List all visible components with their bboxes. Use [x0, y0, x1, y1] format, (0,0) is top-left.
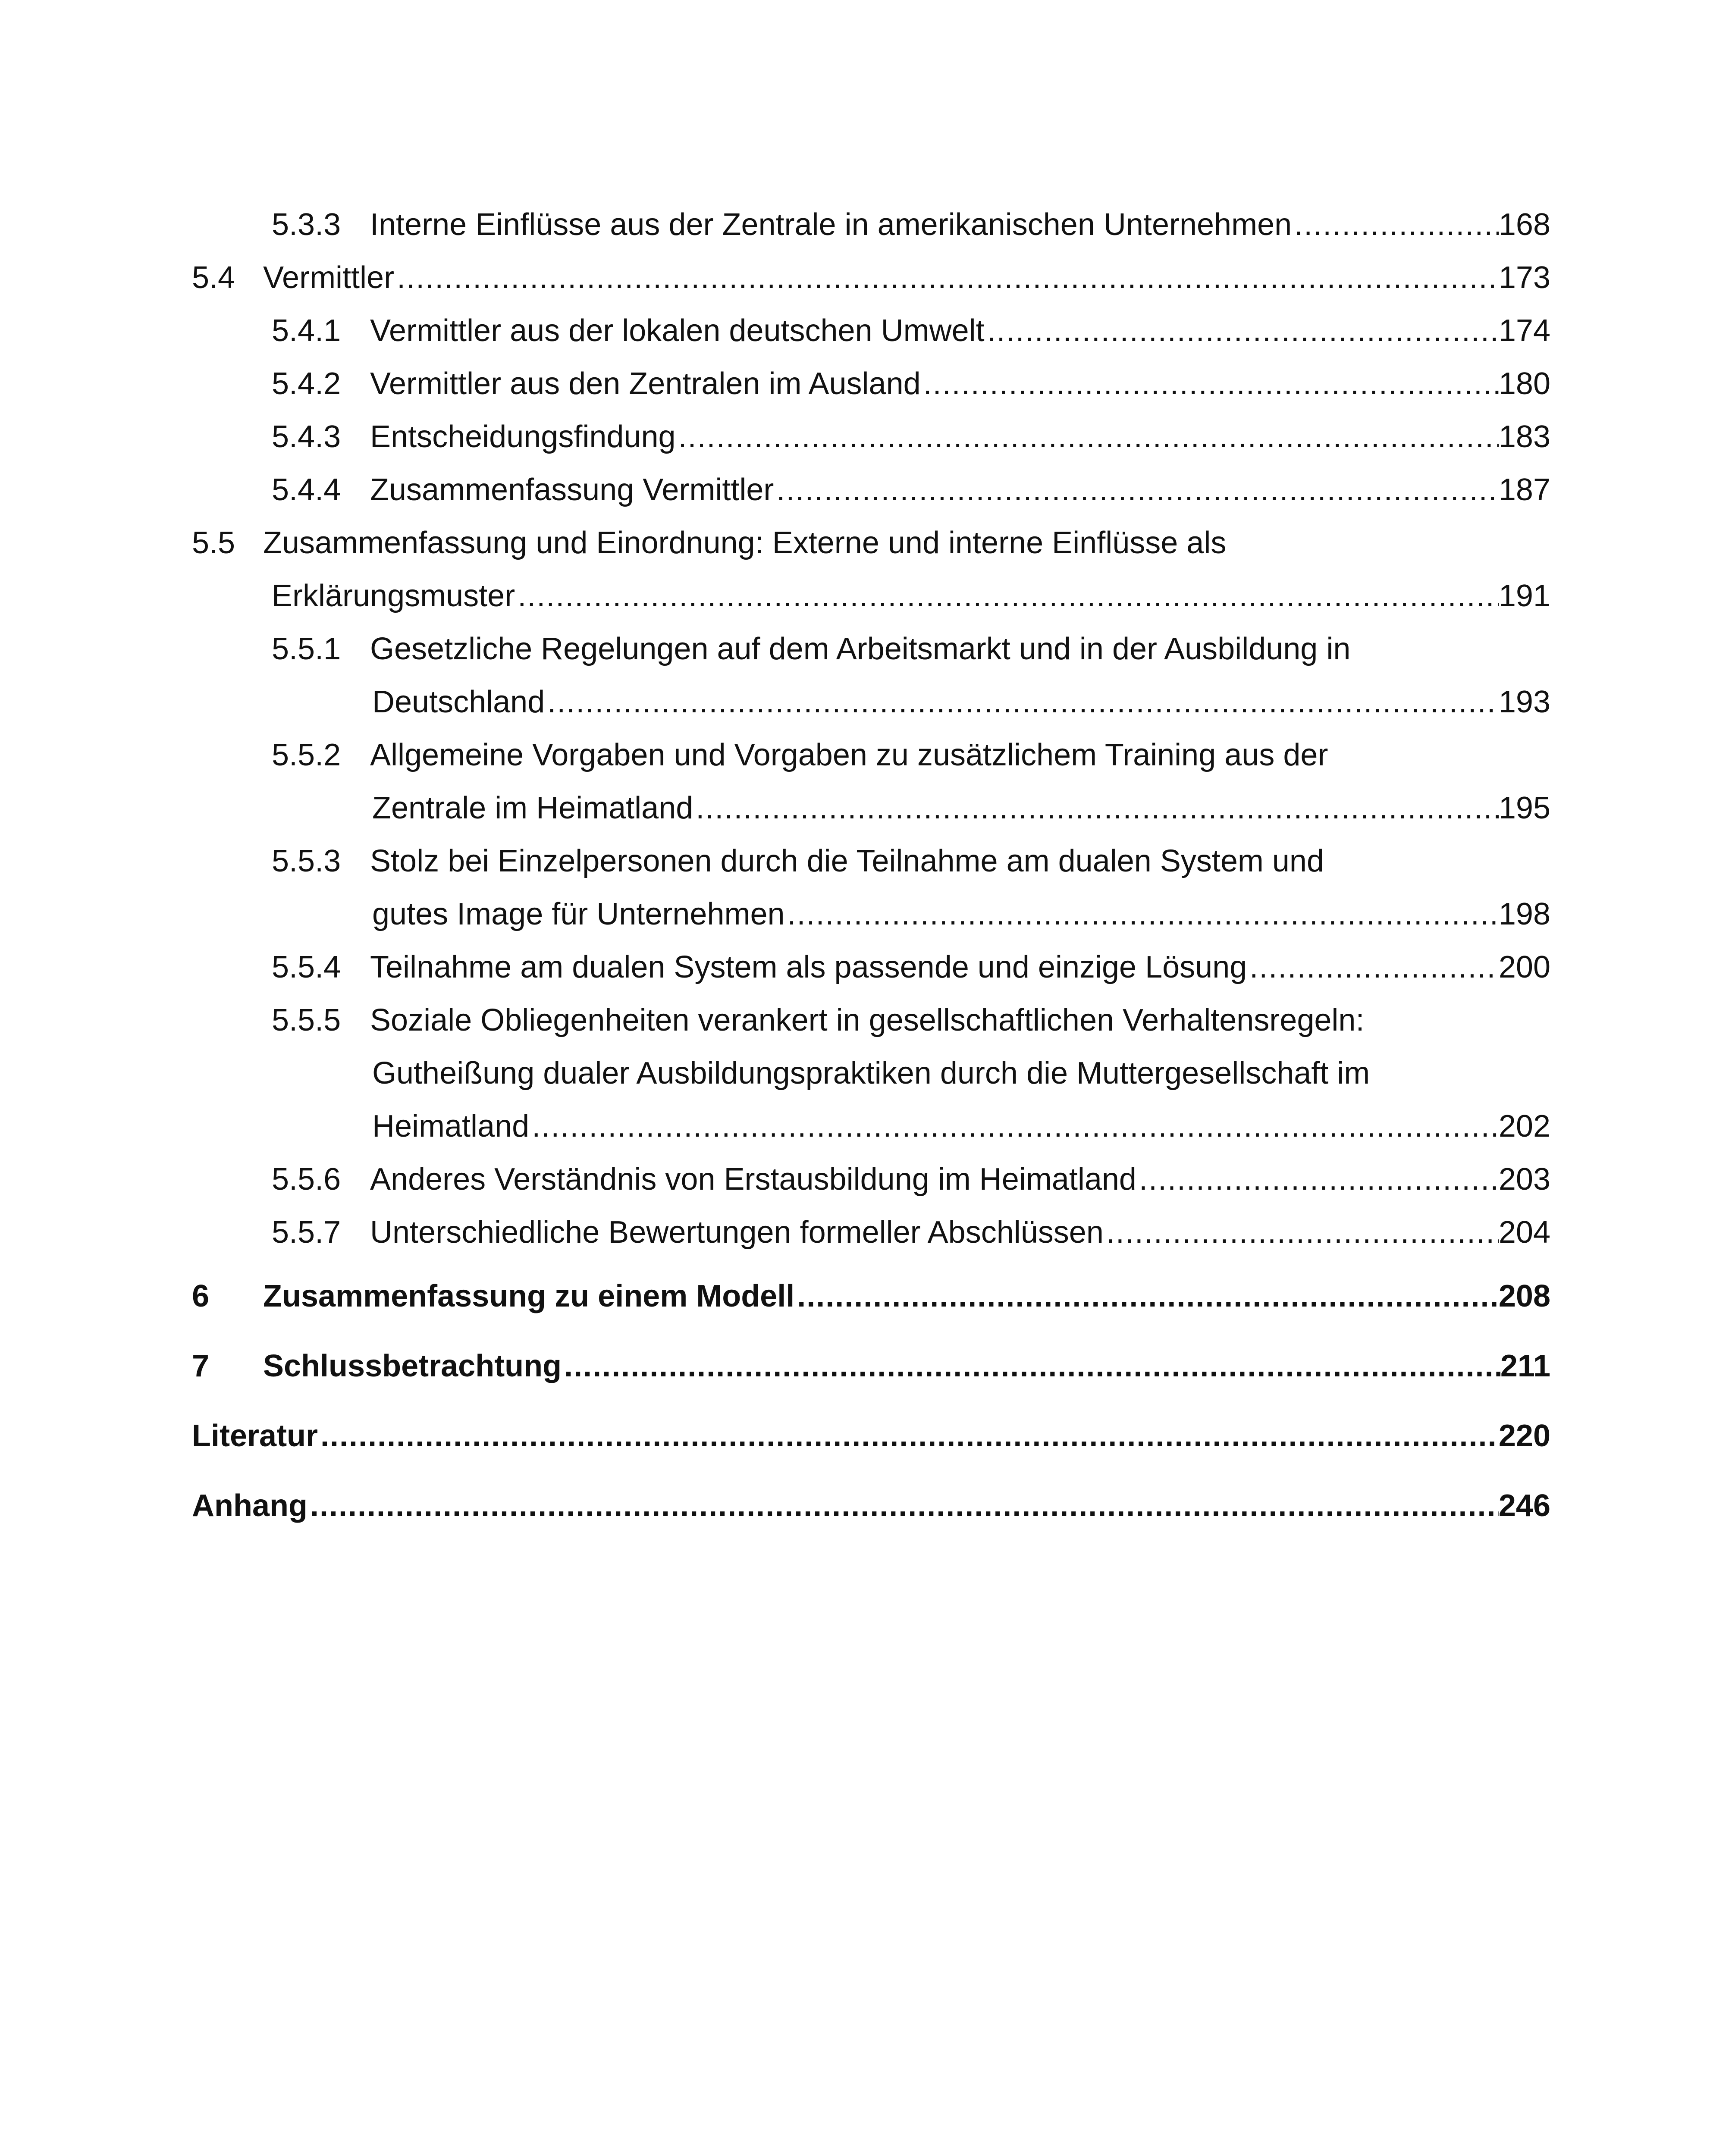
toc-entry-title: Vermittler aus der lokalen deutschen Umwelt — [370, 313, 985, 348]
toc-entry[interactable] — [192, 251, 1550, 304]
toc-entry[interactable] — [192, 1479, 1550, 1532]
toc-entry-title: Deutschland — [372, 685, 545, 719]
toc-entry-line — [192, 570, 1550, 623]
toc-leader-dots — [676, 411, 1499, 464]
toc-entry-number: 5.4.1 — [272, 313, 341, 348]
toc-page-number: 174 — [1498, 313, 1550, 348]
toc-entry[interactable] — [192, 411, 1550, 464]
toc-entry-line-continued — [272, 1047, 1550, 1100]
toc-entry-number: 5.5.7 — [272, 1215, 341, 1250]
toc-entry-title: Allgemeine Vorgaben und Vorgaben zu zusätzlichem Training aus der — [370, 738, 1328, 772]
toc-entry-line-continued — [272, 623, 1550, 676]
toc-entry-number: 5.5.1 — [272, 632, 341, 666]
toc-entry[interactable] — [192, 1206, 1550, 1259]
toc-leader-dots — [1247, 941, 1499, 994]
toc-leader-dots — [318, 1410, 1499, 1462]
toc-entry-line — [272, 1100, 1550, 1153]
toc-page-number: 198 — [1498, 897, 1550, 931]
toc-entry-number: 5.4.2 — [272, 367, 341, 401]
toc-entry-number: 5.4 — [192, 260, 235, 295]
toc-entry[interactable] — [192, 941, 1550, 994]
toc-page-number: 246 — [1498, 1489, 1550, 1523]
toc-entry[interactable] — [192, 835, 1550, 941]
toc-entry-line — [192, 251, 1550, 304]
toc-entry-title: Soziale Obliegenheiten verankert in gesellschaftlichen Verhaltensregeln: — [370, 1003, 1365, 1037]
toc-leader-dots — [562, 1340, 1500, 1392]
toc-entry[interactable] — [192, 198, 1550, 251]
toc-entry-number: 5.5.3 — [272, 844, 341, 878]
toc-entry-title: Entscheidungsfindung — [370, 420, 676, 454]
toc-entry-number: 6 — [192, 1279, 210, 1313]
toc-leader-dots — [545, 676, 1499, 729]
toc-page-number: 193 — [1498, 685, 1550, 719]
toc-entry-title: Stolz bei Einzelpersonen durch die Teilnahme am dualen System und — [370, 844, 1324, 878]
toc-entry-title: Zentrale im Heimatland — [372, 791, 693, 825]
toc-entry-line — [192, 1479, 1550, 1532]
toc-page-number: 200 — [1498, 950, 1550, 984]
toc-entry-number: 5.5.2 — [272, 738, 341, 772]
toc-leader-dots — [921, 357, 1499, 411]
toc-entry-line-continued — [272, 835, 1550, 888]
toc-leader-dots — [794, 1270, 1499, 1322]
toc-entry-line — [272, 676, 1550, 729]
toc-leader-dots — [1292, 198, 1499, 251]
toc-entry-line — [272, 941, 1550, 994]
toc-entry-number: 5.5.6 — [272, 1162, 341, 1197]
toc-entry-number: 5.4.3 — [272, 420, 341, 454]
toc-entry[interactable] — [192, 1270, 1550, 1322]
toc-leader-dots — [693, 782, 1499, 835]
toc-entry-title: Gesetzliche Regelungen auf dem Arbeitsmarkt und in der Ausbildung in — [370, 632, 1351, 666]
toc-entry-line — [272, 782, 1550, 835]
toc-entry-line — [192, 1270, 1550, 1322]
toc-entry-line — [272, 198, 1550, 251]
toc-page-number: 183 — [1498, 420, 1550, 454]
toc-page-number: 204 — [1498, 1215, 1550, 1250]
toc-entry[interactable] — [192, 517, 1550, 623]
toc-page-number: 220 — [1498, 1419, 1550, 1453]
toc-entry[interactable] — [192, 729, 1550, 835]
toc-page-number: 191 — [1498, 579, 1550, 613]
toc-page-number: 203 — [1498, 1162, 1550, 1197]
toc-leader-dots — [515, 570, 1499, 623]
toc-entry-line — [272, 1153, 1550, 1206]
toc-entry-title: Heimatland — [372, 1109, 530, 1144]
toc-entry-number: 7 — [192, 1349, 210, 1383]
toc-entry-line-continued — [192, 517, 1550, 570]
toc-entry-number: 5.4.4 — [272, 473, 341, 507]
toc-entry-title: Zusammenfassung Vermittler — [370, 473, 774, 507]
toc-entry[interactable] — [192, 1340, 1550, 1392]
toc-leader-dots — [785, 888, 1499, 941]
toc-entry-line — [272, 304, 1550, 357]
toc-page-number: 168 — [1498, 207, 1550, 242]
toc-entry-title: Teilnahme am dualen System als passende und einzige Lösung — [370, 950, 1247, 984]
toc-page-number: 187 — [1498, 473, 1550, 507]
toc-entry-title: Vermittler aus den Zentralen im Ausland — [370, 367, 921, 401]
toc-leader-dots — [774, 464, 1499, 517]
toc-entry-title: Vermittler — [263, 260, 395, 295]
toc-entry-title: Gutheißung dualer Ausbildungspraktiken durch die Muttergesellschaft im — [372, 1056, 1370, 1091]
table-of-contents — [192, 198, 1550, 1532]
toc-entry-title: Interne Einflüsse aus der Zentrale in amerikanischen Unternehmen — [370, 207, 1292, 242]
toc-leader-dots — [529, 1100, 1499, 1153]
toc-entry-title: Literatur — [192, 1419, 318, 1453]
toc-entry-title: Zusammenfassung zu einem Modell — [263, 1279, 795, 1313]
toc-entry-title: Anhang — [192, 1489, 307, 1523]
toc-entry[interactable] — [192, 1153, 1550, 1206]
toc-leader-dots — [985, 304, 1499, 357]
toc-entry[interactable] — [192, 464, 1550, 517]
toc-entry-title: Anderes Verständnis von Erstausbildung im Heimatland — [370, 1162, 1136, 1197]
toc-leader-dots — [307, 1479, 1499, 1532]
toc-entry-number: 5.5.5 — [272, 1003, 341, 1037]
toc-page-number: 208 — [1498, 1279, 1550, 1313]
toc-page-number: 180 — [1498, 367, 1550, 401]
toc-entry-line — [272, 464, 1550, 517]
toc-entry-number: 5.3.3 — [272, 207, 341, 242]
toc-page-number: 211 — [1500, 1349, 1550, 1383]
toc-entry[interactable] — [192, 994, 1550, 1153]
toc-entry-line — [272, 411, 1550, 464]
toc-entry-line — [272, 1206, 1550, 1259]
toc-entry-number: 5.5.4 — [272, 950, 341, 984]
toc-entry-title: Erklärungsmuster — [272, 579, 515, 613]
toc-entry-title: Zusammenfassung und Einordnung: Externe und interne Einflüsse als — [263, 526, 1227, 560]
toc-entry-title: Schlussbetrachtung — [263, 1349, 562, 1383]
toc-entry-line-continued — [272, 729, 1550, 782]
toc-entry[interactable] — [192, 304, 1550, 357]
toc-entry-title: gutes Image für Unternehmen — [372, 897, 785, 931]
toc-entry-title: Unterschiedliche Bewertungen formeller Abschlüssen — [370, 1215, 1104, 1250]
toc-leader-dots — [1104, 1206, 1499, 1259]
toc-entry-line — [272, 357, 1550, 411]
toc-entry-line — [192, 1340, 1550, 1392]
toc-leader-dots — [1136, 1153, 1499, 1206]
toc-entry-line — [272, 888, 1550, 941]
toc-leader-dots — [394, 251, 1499, 304]
toc-entry[interactable] — [192, 623, 1550, 729]
toc-entry[interactable] — [192, 1410, 1550, 1462]
toc-entry-line — [192, 1410, 1550, 1462]
toc-page-number: 202 — [1498, 1109, 1550, 1144]
toc-entry-number: 5.5 — [192, 526, 235, 560]
toc-entry[interactable] — [192, 357, 1550, 411]
toc-entry-line-continued — [272, 994, 1550, 1047]
toc-page-number: 195 — [1498, 791, 1550, 825]
toc-page-number: 173 — [1498, 260, 1550, 295]
